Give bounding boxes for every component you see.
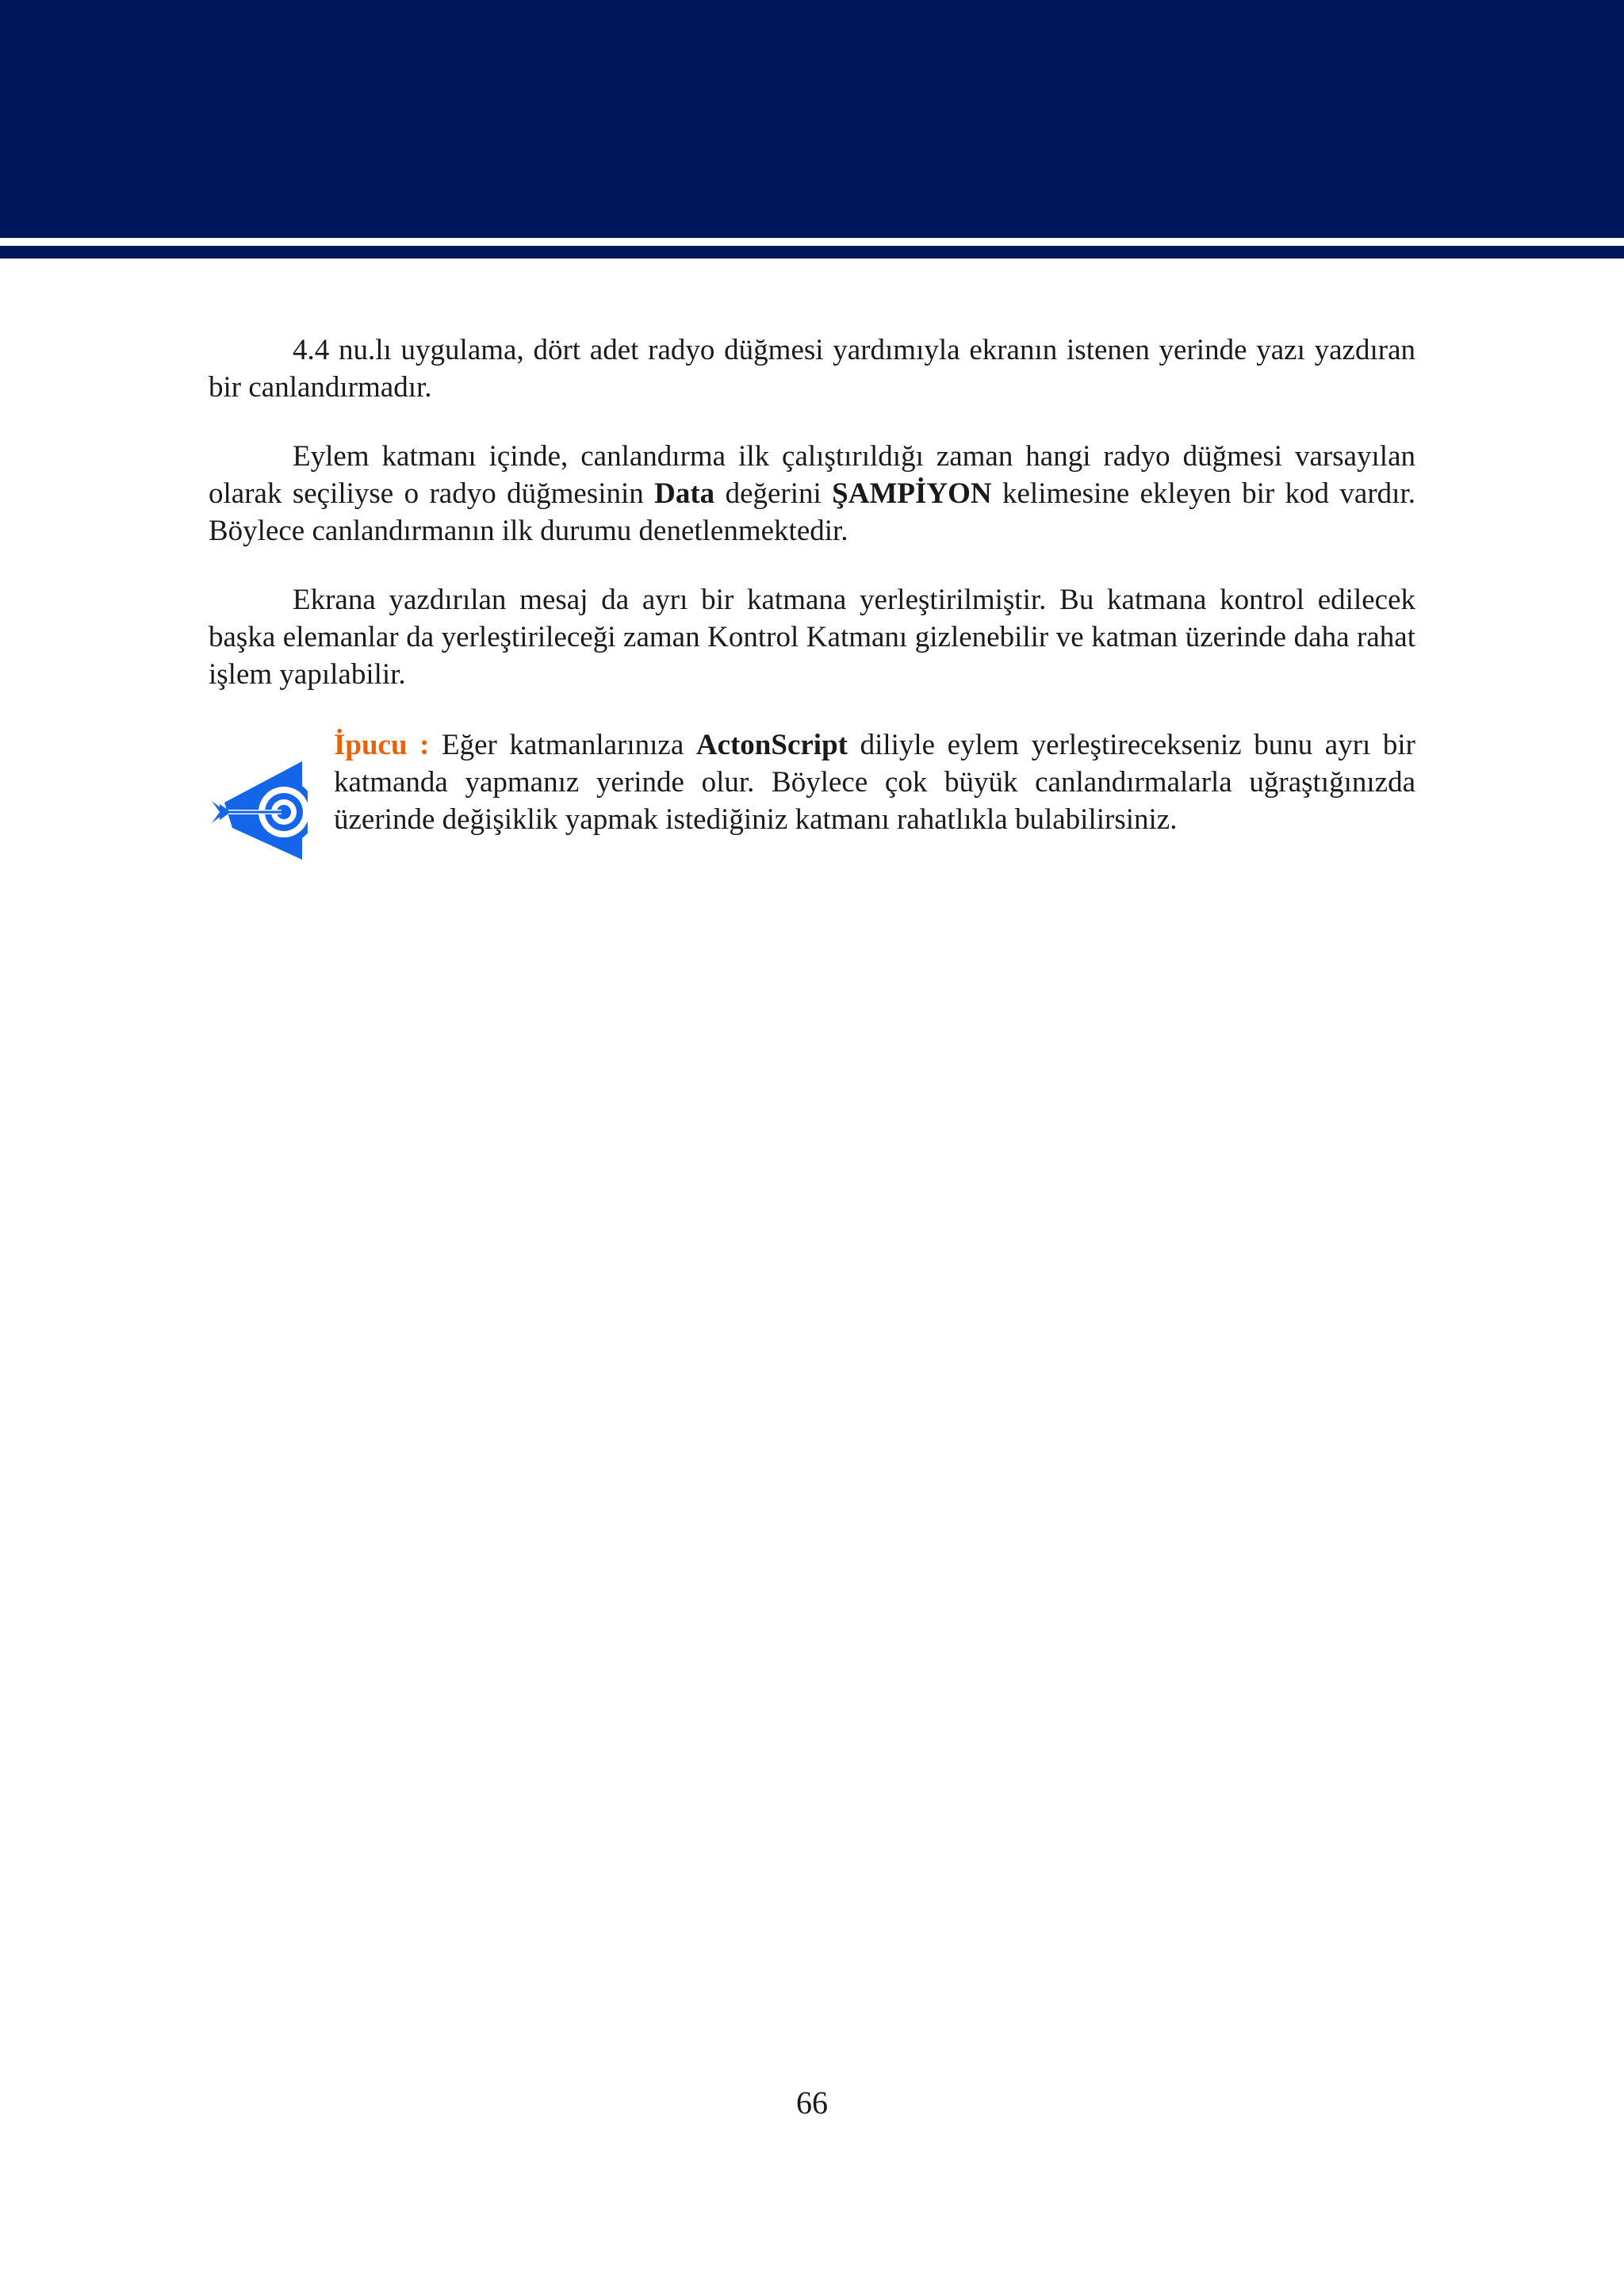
header-stripe [0, 246, 1624, 259]
body-text [209, 331, 1415, 725]
header-band [0, 0, 1624, 238]
paragraph-1 [209, 331, 1415, 406]
tip-text-b: diliyle eylem yerleştirecekseniz bunu ayrı bir katmanda yapmanız yerinde olur. Böylece çok büyük canlandırmalarla uğraştığınızda üzerinde değişiklik yapmak istediğiniz katmanı rahatlıkla bulabilirsiniz. [334, 729, 1415, 836]
paragraph-3-text: Ekrana yazdırılan mesaj da ayrı bir katmana yerleştirilmiştir. Bu katmana kontrol edilecek başka elemanlar da yerleştirileceği zaman Kontrol Katmanı gizlenebilir ve katman üzerinde daha rahat işlem yapılabilir. [209, 584, 1415, 691]
paragraph-3 [209, 581, 1415, 693]
tip-text-a: Eğer katmanlarınıza [429, 729, 696, 761]
actonscript-keyword: ActonScript [695, 729, 848, 761]
data-keyword: Data [654, 477, 715, 510]
paragraph-2 [209, 438, 1415, 550]
paragraph-2-text-a: Eylem katmanı içinde, canlandırma ilk çalıştırıldığı zaman hangi radyo düğmesi varsayılan olarak seçiliyse o radyo düğmesinin [209, 440, 1415, 510]
tip-text [334, 726, 1415, 838]
paragraph-2-text-b: değerini [714, 477, 833, 510]
paragraph-1-text: 4.4 nu.lı uygulama, dört adet radyo düğmesi yardımıyla ekranın istenen yerinde yazı yazdıran bir canlandırmadır. [209, 334, 1415, 404]
page-number: 66 [796, 2085, 828, 2121]
target-dart-icon [209, 755, 308, 866]
tip-box [209, 726, 1415, 885]
tip-label: İpucu : [334, 729, 430, 761]
sampiyon-keyword: ŞAMPİYON [832, 477, 992, 510]
paragraph-2-text-c: kelimesine ekleyen bir kod vardır. Böylece canlandırmanın ilk durumu denetlenmektedir. [209, 477, 1415, 547]
